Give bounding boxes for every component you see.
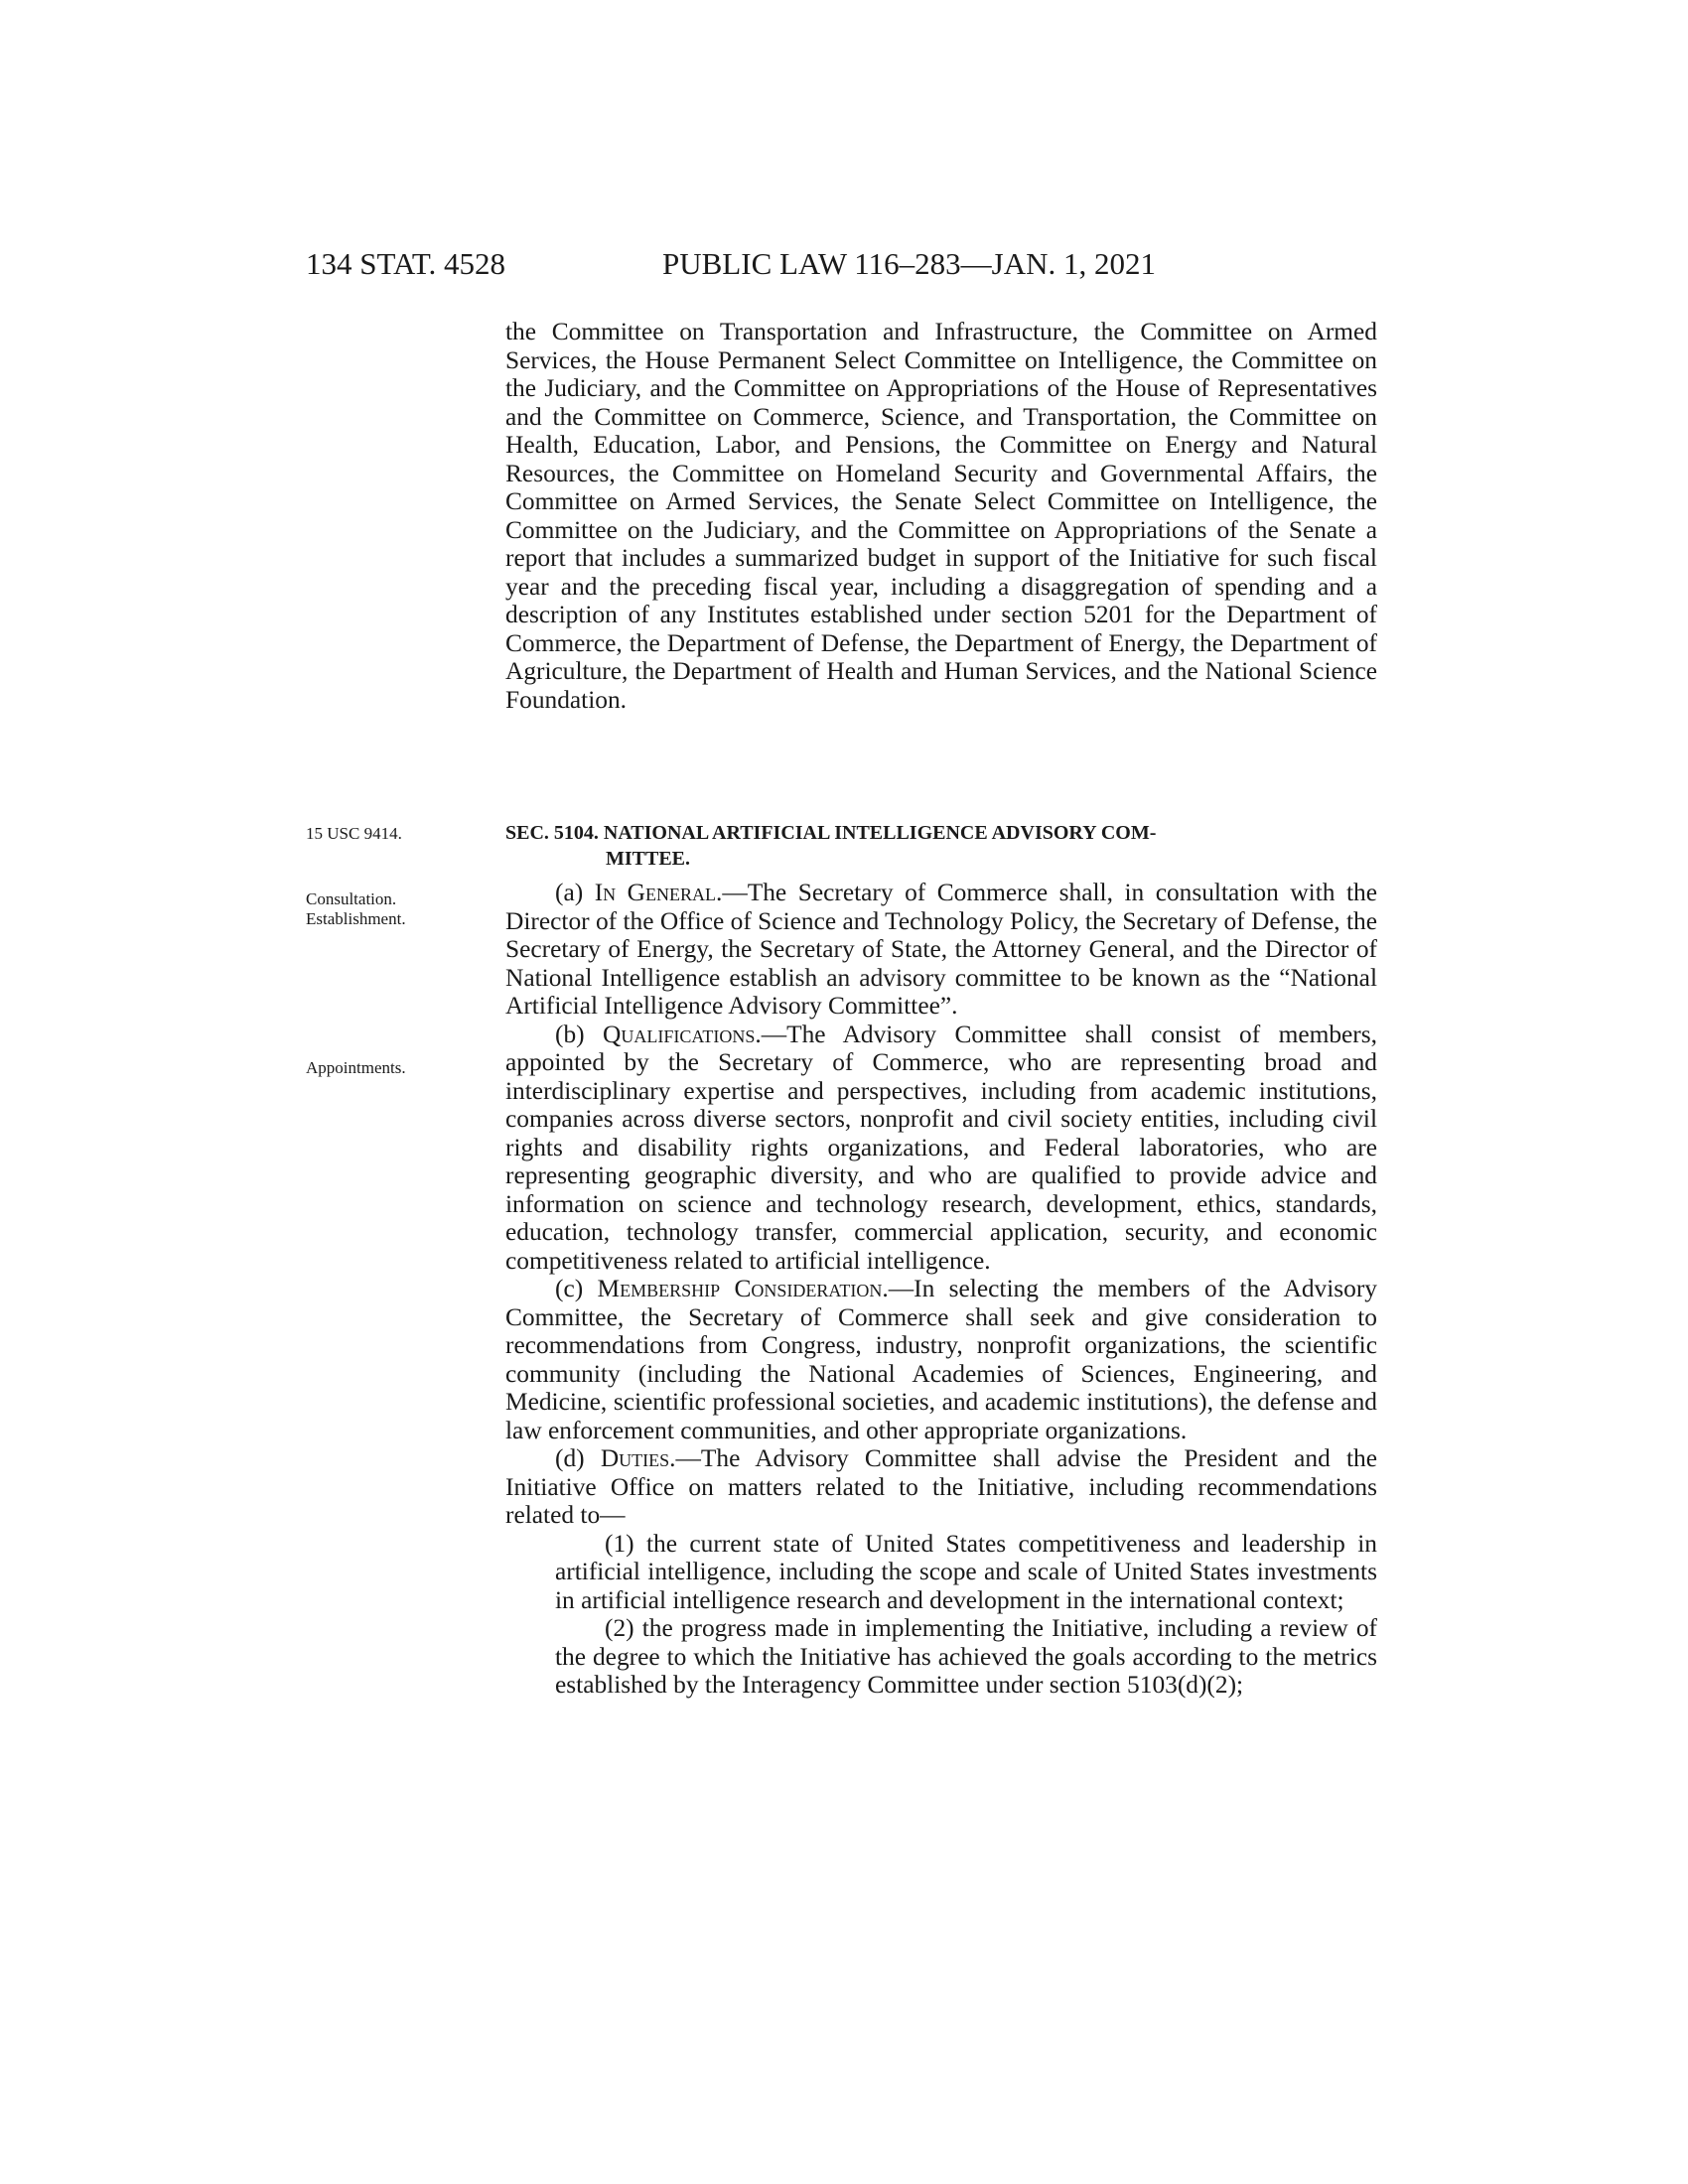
section-heading-line2: MITTEE. bbox=[606, 848, 691, 870]
subsection-a-label: (a) bbox=[555, 879, 595, 906]
duties-item-1: (1) the current state of United States competitiveness and leadership in artificial intelligence, including the scope and scale of United States investments in artificial intelligence research and development in the international context; bbox=[555, 1529, 1377, 1614]
margin-note-consultation-text: Consultation. bbox=[306, 889, 397, 908]
subsection-b-label: (b) bbox=[555, 1020, 604, 1048]
continuation-paragraph bbox=[505, 318, 1377, 714]
subsection-d bbox=[505, 1444, 1377, 1530]
subsection-c-title: Membership Consideration bbox=[597, 1275, 883, 1302]
page-header bbox=[306, 246, 1398, 286]
duties-item-2: (2) the progress made in implementing the Initiative, including a review of the degree to which the Initiative has achieved the goals according to the metrics established by the Interagency Committee under section 5103(d)(2); bbox=[555, 1614, 1377, 1699]
subsection-a-text: .—The Secretary of Commerce shall, in consultation with the Director of the Office of Science and Technology Policy, the Secretary of Defense, the Secretary of Energy, the Secretary of State, the Attorney General, and the Director of National Intelligence establish an advisory committee to be known as the “National Artificial Intelligence Advisory Committee”. bbox=[505, 879, 1377, 1020]
subsection-c bbox=[505, 1275, 1377, 1444]
subsection-c-text: .—In selecting the members of the Advisory Committee, the Secretary of Commerce shall seek and give consideration to recommendations from Congress, industry, nonprofit organizations, the scientific community (including the National Academies of Sciences, Engineering, and Medicine, scientific professional societies, and academic institutions), the defense and law enforcement communities, and other appropriate organizations. bbox=[505, 1275, 1377, 1444]
margin-note-usc: 15 USC 9414. bbox=[306, 824, 402, 843]
subsection-b-text: .—The Advisory Committee shall consist of members, appointed by the Secretary of Commerce, who are representing broad and interdisciplinary expertise and perspectives, including from academic institutions, companies across diverse sectors, nonprofit and civil society entities, including civil rights and disability rights organizations, and Federal laboratories, who are representing geographic diversity, and who are qualified to provide advice and information on science and technology research, development, ethics, standards, education, technology transfer, commercial application, security, and economic competitiveness related to artificial intelligence. bbox=[505, 1020, 1377, 1275]
continuation-text: the Committee on Transportation and Infrastructure, the Committee on Armed Services, the House Permanent Select Committee on Intelligence, the Committee on the Judiciary, and the Committee on Appropriations of the House of Representatives and the Committee on Commerce, Science, and Transportation, the Committee on Health, Education, Labor, and Pensions, the Committee on Energy and Natural Resources, the Committee on Homeland Security and Governmental Affairs, the Committee on Armed Services, the Senate Select Committee on Intelligence, the Committee on the Judiciary, and the Committee on Appropriations of the Senate a report that includes a summarized budget in support of the Initiative for such fiscal year and the preceding fiscal year, including a disaggregation of spending and a description of any Institutes established under section 5201 for the Department of Commerce, the Department of Defense, the Department of Energy, the Department of Agriculture, the Department of Health and Human Services, and the National Science Foundation. bbox=[505, 318, 1377, 714]
subsection-d-label: (d) bbox=[555, 1444, 601, 1472]
subsection-a-title: In General bbox=[594, 879, 716, 906]
margin-note-appointments: Appointments. bbox=[306, 1058, 406, 1077]
margin-note-establishment-text: Establishment. bbox=[306, 909, 406, 928]
subsection-c-label: (c) bbox=[555, 1275, 598, 1302]
margin-note-consultation bbox=[306, 889, 406, 929]
stat-page-number: 134 STAT. 4528 bbox=[306, 246, 506, 281]
subsection-b bbox=[505, 1021, 1377, 1276]
subsection-a bbox=[505, 879, 1377, 1021]
subsection-b-title: Qualifications bbox=[603, 1020, 756, 1048]
section-heading-line1: SEC. 5104. NATIONAL ARTIFICIAL INTELLIGENCE ADVISORY COM- bbox=[505, 822, 1157, 844]
duties-list bbox=[505, 1530, 1377, 1700]
subsection-d-title: Duties bbox=[600, 1444, 670, 1472]
section-body bbox=[505, 879, 1377, 1700]
section-heading bbox=[505, 820, 1377, 872]
subsection-d-text: .—The Advisory Committee shall advise the President and the Initiative Office on matters related to the Initiative, including recommendations related to— bbox=[505, 1444, 1377, 1529]
public-law-title: PUBLIC LAW 116–283—JAN. 1, 2021 bbox=[662, 246, 1156, 281]
